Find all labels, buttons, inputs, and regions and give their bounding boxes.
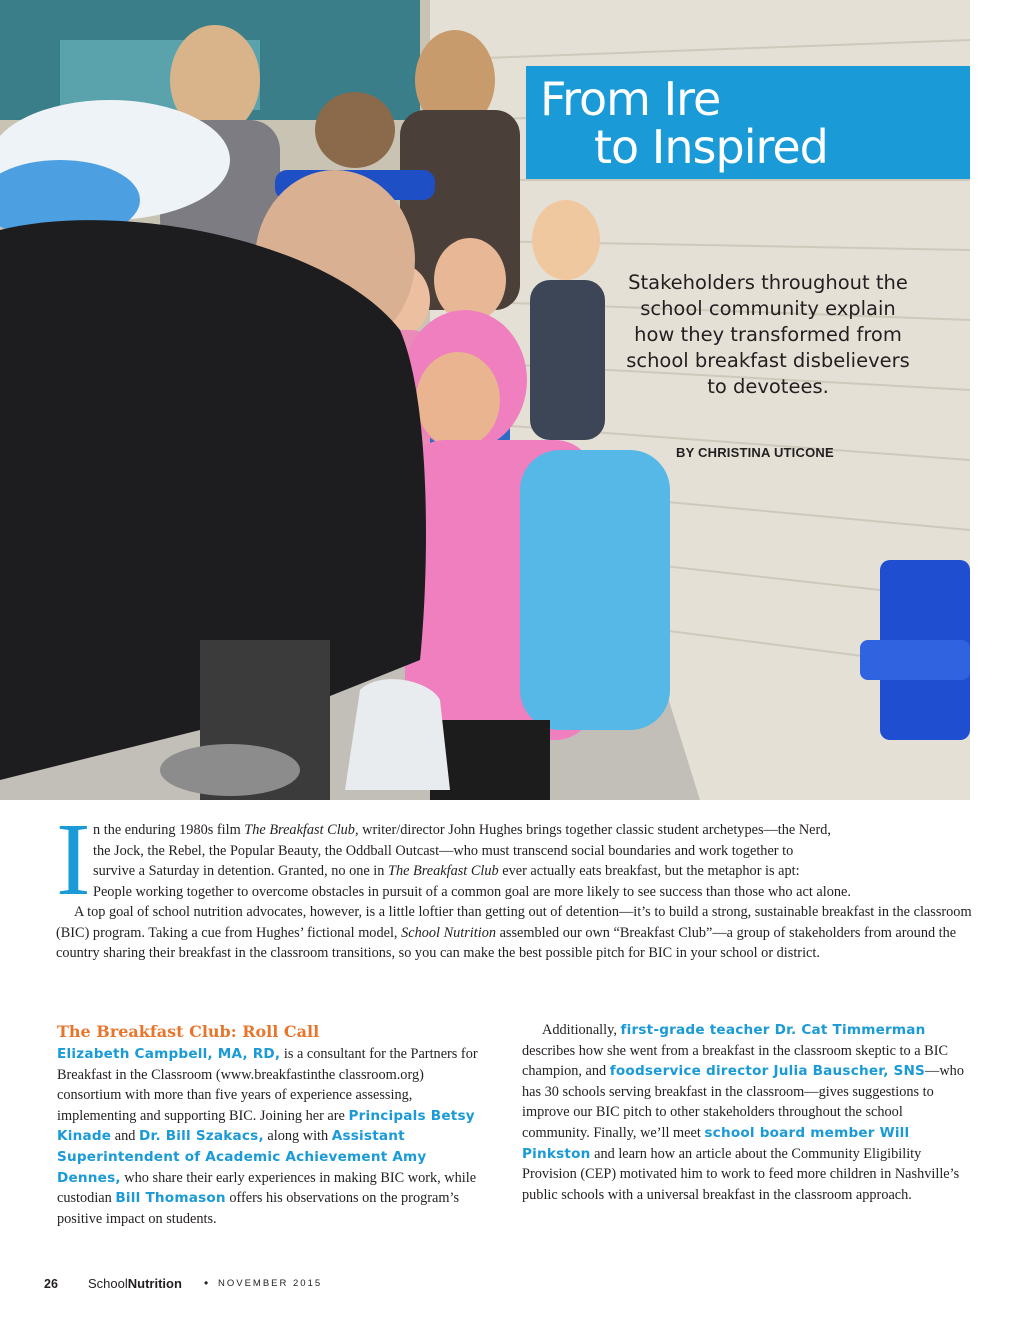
article-title-line-2: to Inspired (594, 120, 828, 174)
body-text: is a consultant for the Partners for Breakfast in the Classroom (www.breakfastinthe classroom.org) consortium with more than five years of experience assessing, implementing and supporting BIC. Joining her are (57, 1046, 478, 1124)
section-heading: The Breakfast Club: Roll Call (57, 1022, 320, 1041)
body-text: describes how she went from a breakfast in the classroom skeptic to a BIC champion, and (522, 1042, 949, 1080)
member-name: school board member Will Pinkston (522, 1124, 910, 1162)
subhead-line: Stakeholders throughout the (628, 271, 908, 294)
subhead-line: how they transformed from (634, 323, 902, 346)
subhead (610, 270, 926, 400)
body-text: along with (263, 1128, 332, 1145)
intro-text: ever actually eats breakfast, but the metaphor is apt: (498, 863, 800, 879)
roll-call-paragraph-2 (522, 1020, 964, 1205)
member-name: foodservice director Julia Bauscher, SNS (609, 1063, 926, 1080)
member-name: Principals Betsy Kinade (57, 1107, 475, 1145)
intro-line-4: People working together to overcome obstacles in pursuit of a common goal are more likely to see success than those who act alone. (93, 883, 851, 900)
intro-text: survive a Saturday in detention. Granted, no one in (93, 863, 388, 879)
body-text: and learn how an article about the Community Eligibility Provision (CEP) motivated him to work to feed more children in Nashville’s public schools with a universal breakfast in the classroom approach. (522, 1145, 960, 1203)
magazine-logo-part: School (88, 1276, 128, 1291)
subhead-line: to devotees. (707, 375, 829, 398)
body-text: offers his observations on the program’s positive impact on students. (57, 1190, 460, 1227)
subhead-line: school community explain (640, 297, 896, 320)
right-column (522, 1020, 964, 1205)
footer-separator: • (204, 1276, 209, 1290)
magazine-logo-part: Nutrition (127, 1276, 182, 1291)
page-number: 26 (44, 1277, 58, 1291)
member-name: Bill Thomason (115, 1190, 226, 1207)
intro-text: assembled our own “Breakfast Club”—a group of stakeholders from around the country sharing their breakfast in the classroom transitions, so you can make the best possible pitch for BIC in your school or district. (56, 924, 957, 961)
issue-date: NOVEMBER 2015 (218, 1278, 323, 1289)
intro-line-3 (93, 861, 986, 882)
intro-line-2: the Jock, the Rebel, the Popular Beauty, the Oddball Outcast—who must transcend social boundaries and work together to (93, 842, 794, 859)
article-title-line-1: From Ire (540, 72, 721, 126)
title-box (526, 66, 970, 179)
member-name: Dr. Bill Szakacs, (139, 1128, 264, 1145)
intro-text: n the enduring 1980s film (93, 822, 245, 838)
intro-paragraph-1 (93, 820, 986, 902)
member-name: Elizabeth Campbell, MA, RD, (57, 1046, 281, 1062)
intro-paragraph-2 (56, 902, 986, 964)
intro-line-1 (93, 820, 986, 841)
body-text: who share their early experiences in making BIC work, while custodian (57, 1169, 477, 1207)
body-text: —who has 30 schools serving breakfast in the classroom—gives suggestions to improve our BIC pitch to other stakeholders throughout the school community. Finally, we’ll meet (522, 1063, 964, 1141)
member-name: Assistant Superintendent of Academic Achievement Amy Dennes, (57, 1128, 427, 1186)
magazine-logo (88, 1276, 182, 1291)
left-column (57, 1020, 487, 1229)
magazine-name: School Nutrition (401, 924, 496, 941)
subhead-line: school breakfast disbelievers (626, 349, 910, 372)
body-text: and (111, 1128, 139, 1145)
film-title: The Breakfast Club (388, 863, 499, 879)
intro-text: A top goal of school nutrition advocates, however, is a little loftier than getting out of detention—it’s to build a strong, sustainable breakfast in the classroom (BIC) program. Taking a cue from Hughes’ fictional model, (56, 904, 972, 941)
member-name: first-grade teacher Dr. Cat Timmerman (620, 1022, 926, 1038)
byline: BY CHRISTINA UTICONE (676, 445, 834, 460)
drop-cap: I (56, 802, 91, 917)
film-title: The Breakfast Club, (244, 822, 359, 838)
roll-call-paragraph (57, 1044, 487, 1229)
body-text: Additionally, (542, 1022, 621, 1038)
intro-text: writer/director John Hughes brings together classic student archetypes—the Nerd, (358, 822, 832, 838)
